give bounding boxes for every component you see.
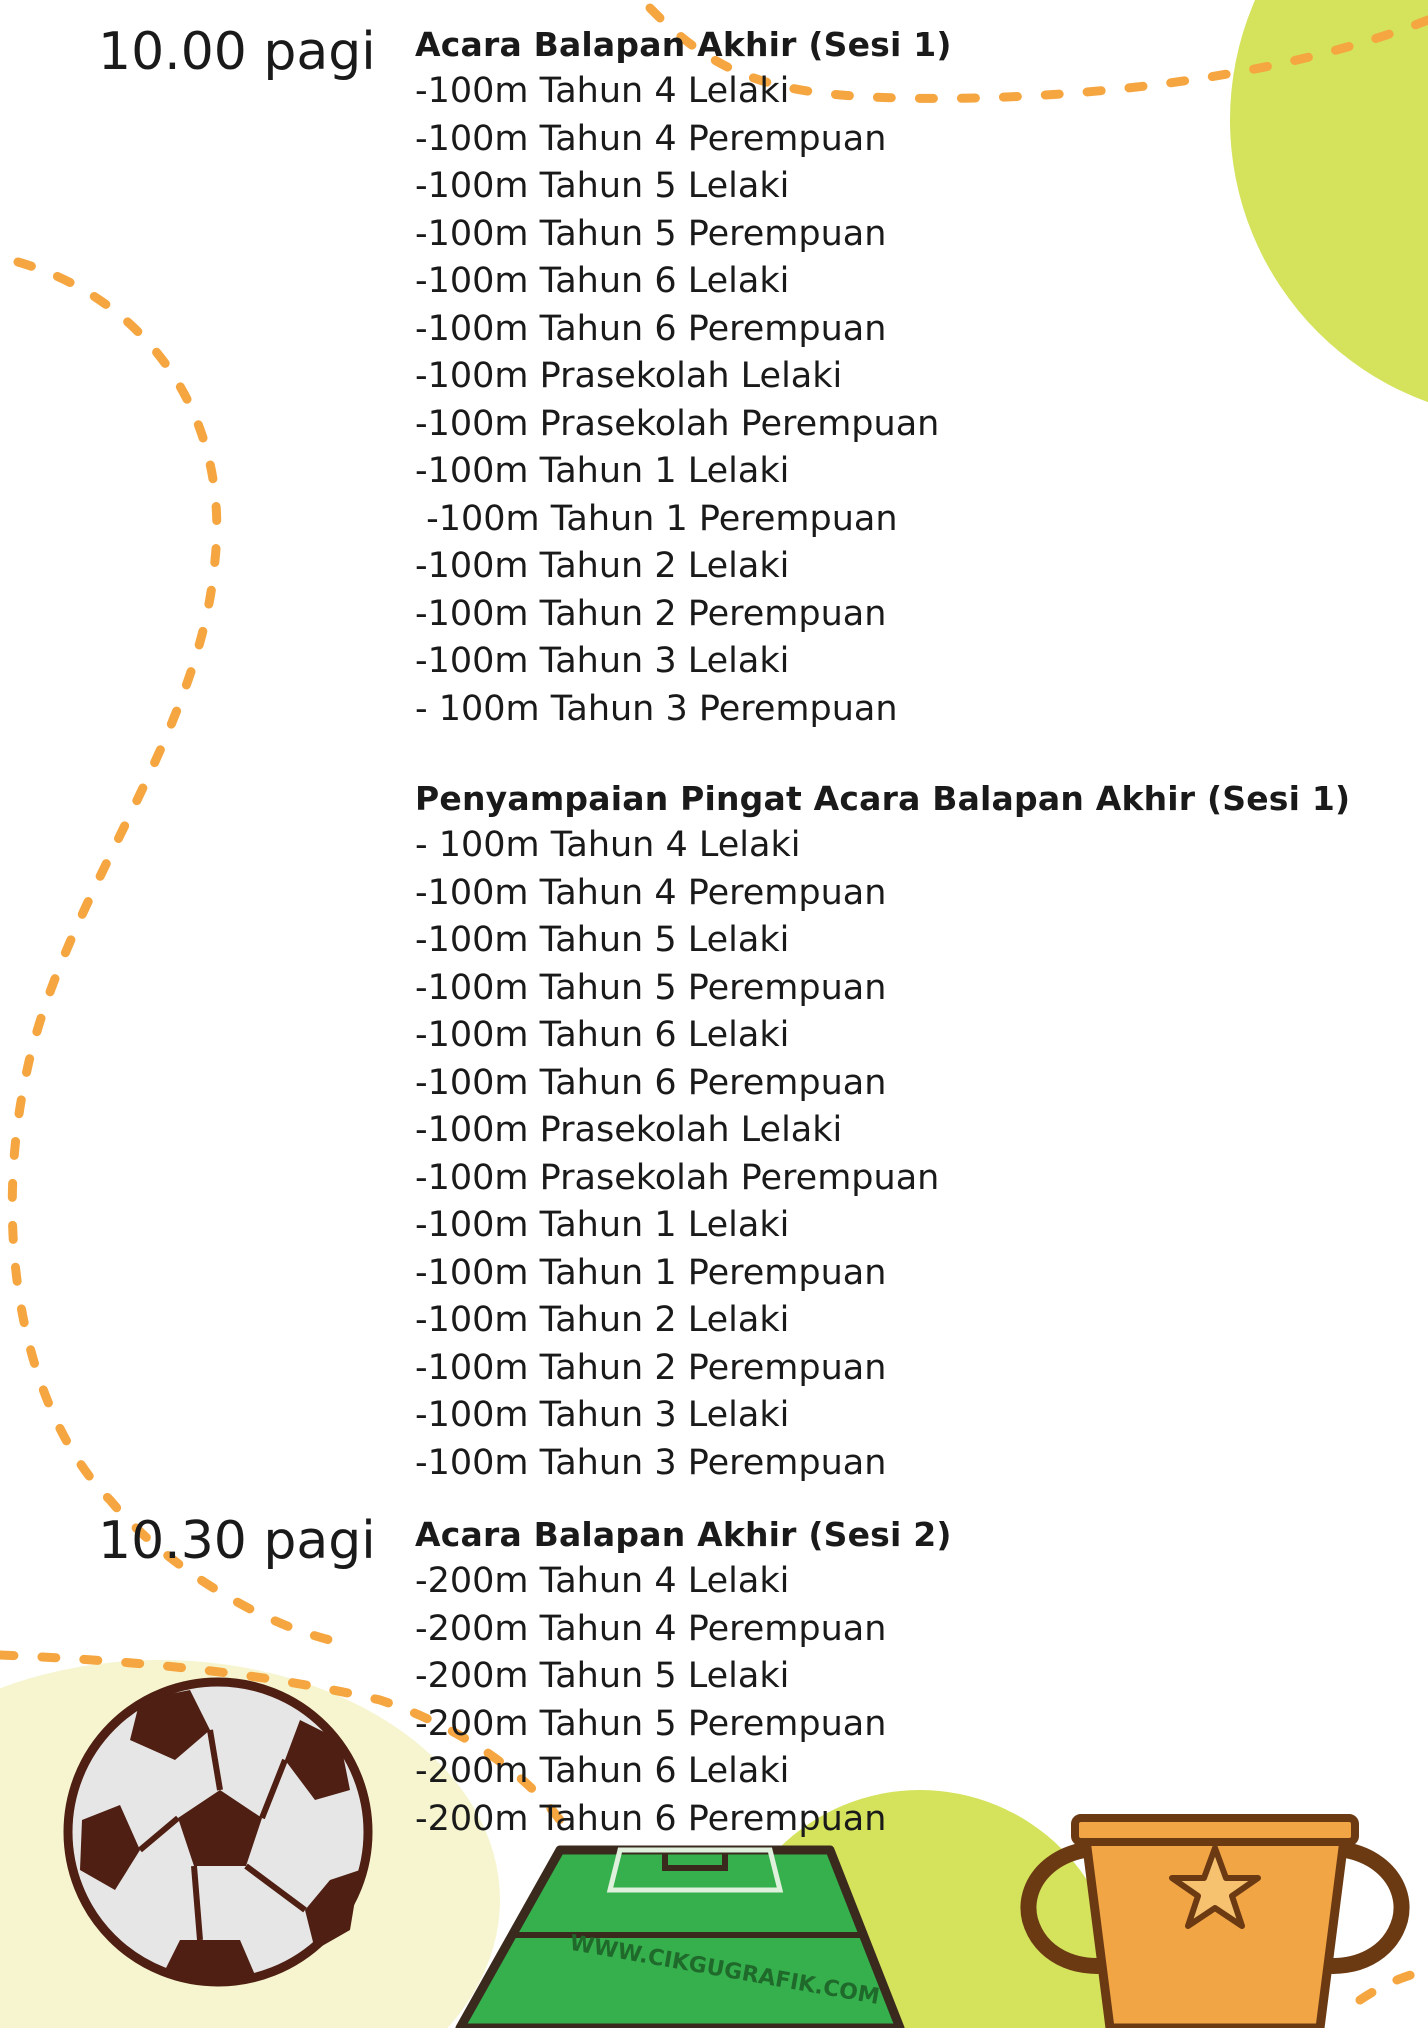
dashed-curve-bottom-right	[1360, 1970, 1428, 2000]
section-title: Acara Balapan Akhir (Sesi 2)	[415, 1515, 952, 1554]
schedule-section-pingat-sesi-1	[415, 776, 1350, 1487]
list-item: - 100m Tahun 3 Perempuan	[415, 688, 898, 729]
list-item: -100m Tahun 5 Perempuan	[415, 213, 887, 254]
watermark-text: WWW.CIKGUGRAFIK.COM	[567, 1930, 882, 2010]
event-list	[415, 68, 952, 733]
time-label-2: 10.30 pagi	[98, 1511, 376, 1571]
time-label-1: 10.00 pagi	[98, 22, 376, 82]
soccer-ball-icon	[68, 1682, 368, 1982]
list-item: -100m Prasekolah Perempuan	[415, 403, 940, 444]
list-item: -100m Tahun 2 Lelaki	[415, 546, 790, 586]
football-field-icon	[460, 1850, 900, 2028]
list-item: -100m Prasekolah Perempuan	[415, 1157, 940, 1198]
list-item: -100m Tahun 3 Lelaki	[415, 641, 790, 681]
list-item: -100m Tahun 4 Lelaki	[415, 71, 790, 111]
list-item: -100m Tahun 3 Perempuan	[415, 1442, 887, 1483]
list-item: -100m Tahun 5 Lelaki	[415, 166, 790, 206]
list-item: -100m Tahun 1 Perempuan	[415, 1252, 887, 1293]
list-item: -200m Tahun 5 Lelaki	[415, 1656, 790, 1696]
event-list	[415, 1558, 952, 1843]
list-item: -200m Tahun 4 Lelaki	[415, 1561, 790, 1601]
list-item: -100m Tahun 2 Perempuan	[415, 593, 887, 634]
list-item: -100m Tahun 3 Lelaki	[415, 1395, 790, 1435]
list-item: -100m Prasekolah Lelaki	[415, 356, 843, 396]
list-item: -100m Tahun 4 Perempuan	[415, 872, 887, 913]
list-item: -100m Tahun 6 Perempuan	[415, 1062, 887, 1103]
list-item: -200m Tahun 4 Perempuan	[415, 1608, 887, 1649]
list-item: -100m Tahun 6 Perempuan	[415, 308, 887, 349]
section-title: Acara Balapan Akhir (Sesi 1)	[415, 25, 952, 64]
list-item: -100m Tahun 2 Perempuan	[415, 1347, 887, 1388]
schedule-section-sesi-2	[415, 1512, 952, 1843]
list-item: -200m Tahun 5 Perempuan	[415, 1703, 887, 1744]
list-item: -100m Tahun 5 Perempuan	[415, 967, 887, 1008]
list-item: -100m Tahun 4 Perempuan	[415, 118, 887, 159]
list-item: -100m Tahun 5 Lelaki	[415, 920, 790, 960]
section-title: Penyampaian Pingat Acara Balapan Akhir (Sesi 1)	[415, 779, 1351, 818]
list-item: -100m Tahun 1 Perempuan	[415, 498, 898, 539]
list-item: -200m Tahun 6 Perempuan	[415, 1798, 887, 1839]
event-list	[415, 822, 1350, 1487]
list-item: -100m Tahun 6 Lelaki	[415, 261, 790, 301]
dashed-curve-left	[12, 262, 330, 1640]
list-item: -100m Prasekolah Lelaki	[415, 1110, 843, 1150]
lime-blob-top-right	[1230, 0, 1428, 420]
schedule-section-sesi-1	[415, 22, 952, 733]
list-item: -100m Tahun 1 Lelaki	[415, 451, 790, 491]
list-item: - 100m Tahun 4 Lelaki	[415, 825, 801, 865]
list-item: -100m Tahun 2 Lelaki	[415, 1300, 790, 1340]
list-item: -100m Tahun 1 Lelaki	[415, 1205, 790, 1245]
list-item: -200m Tahun 6 Lelaki	[415, 1751, 790, 1791]
list-item: -100m Tahun 6 Lelaki	[415, 1015, 790, 1055]
